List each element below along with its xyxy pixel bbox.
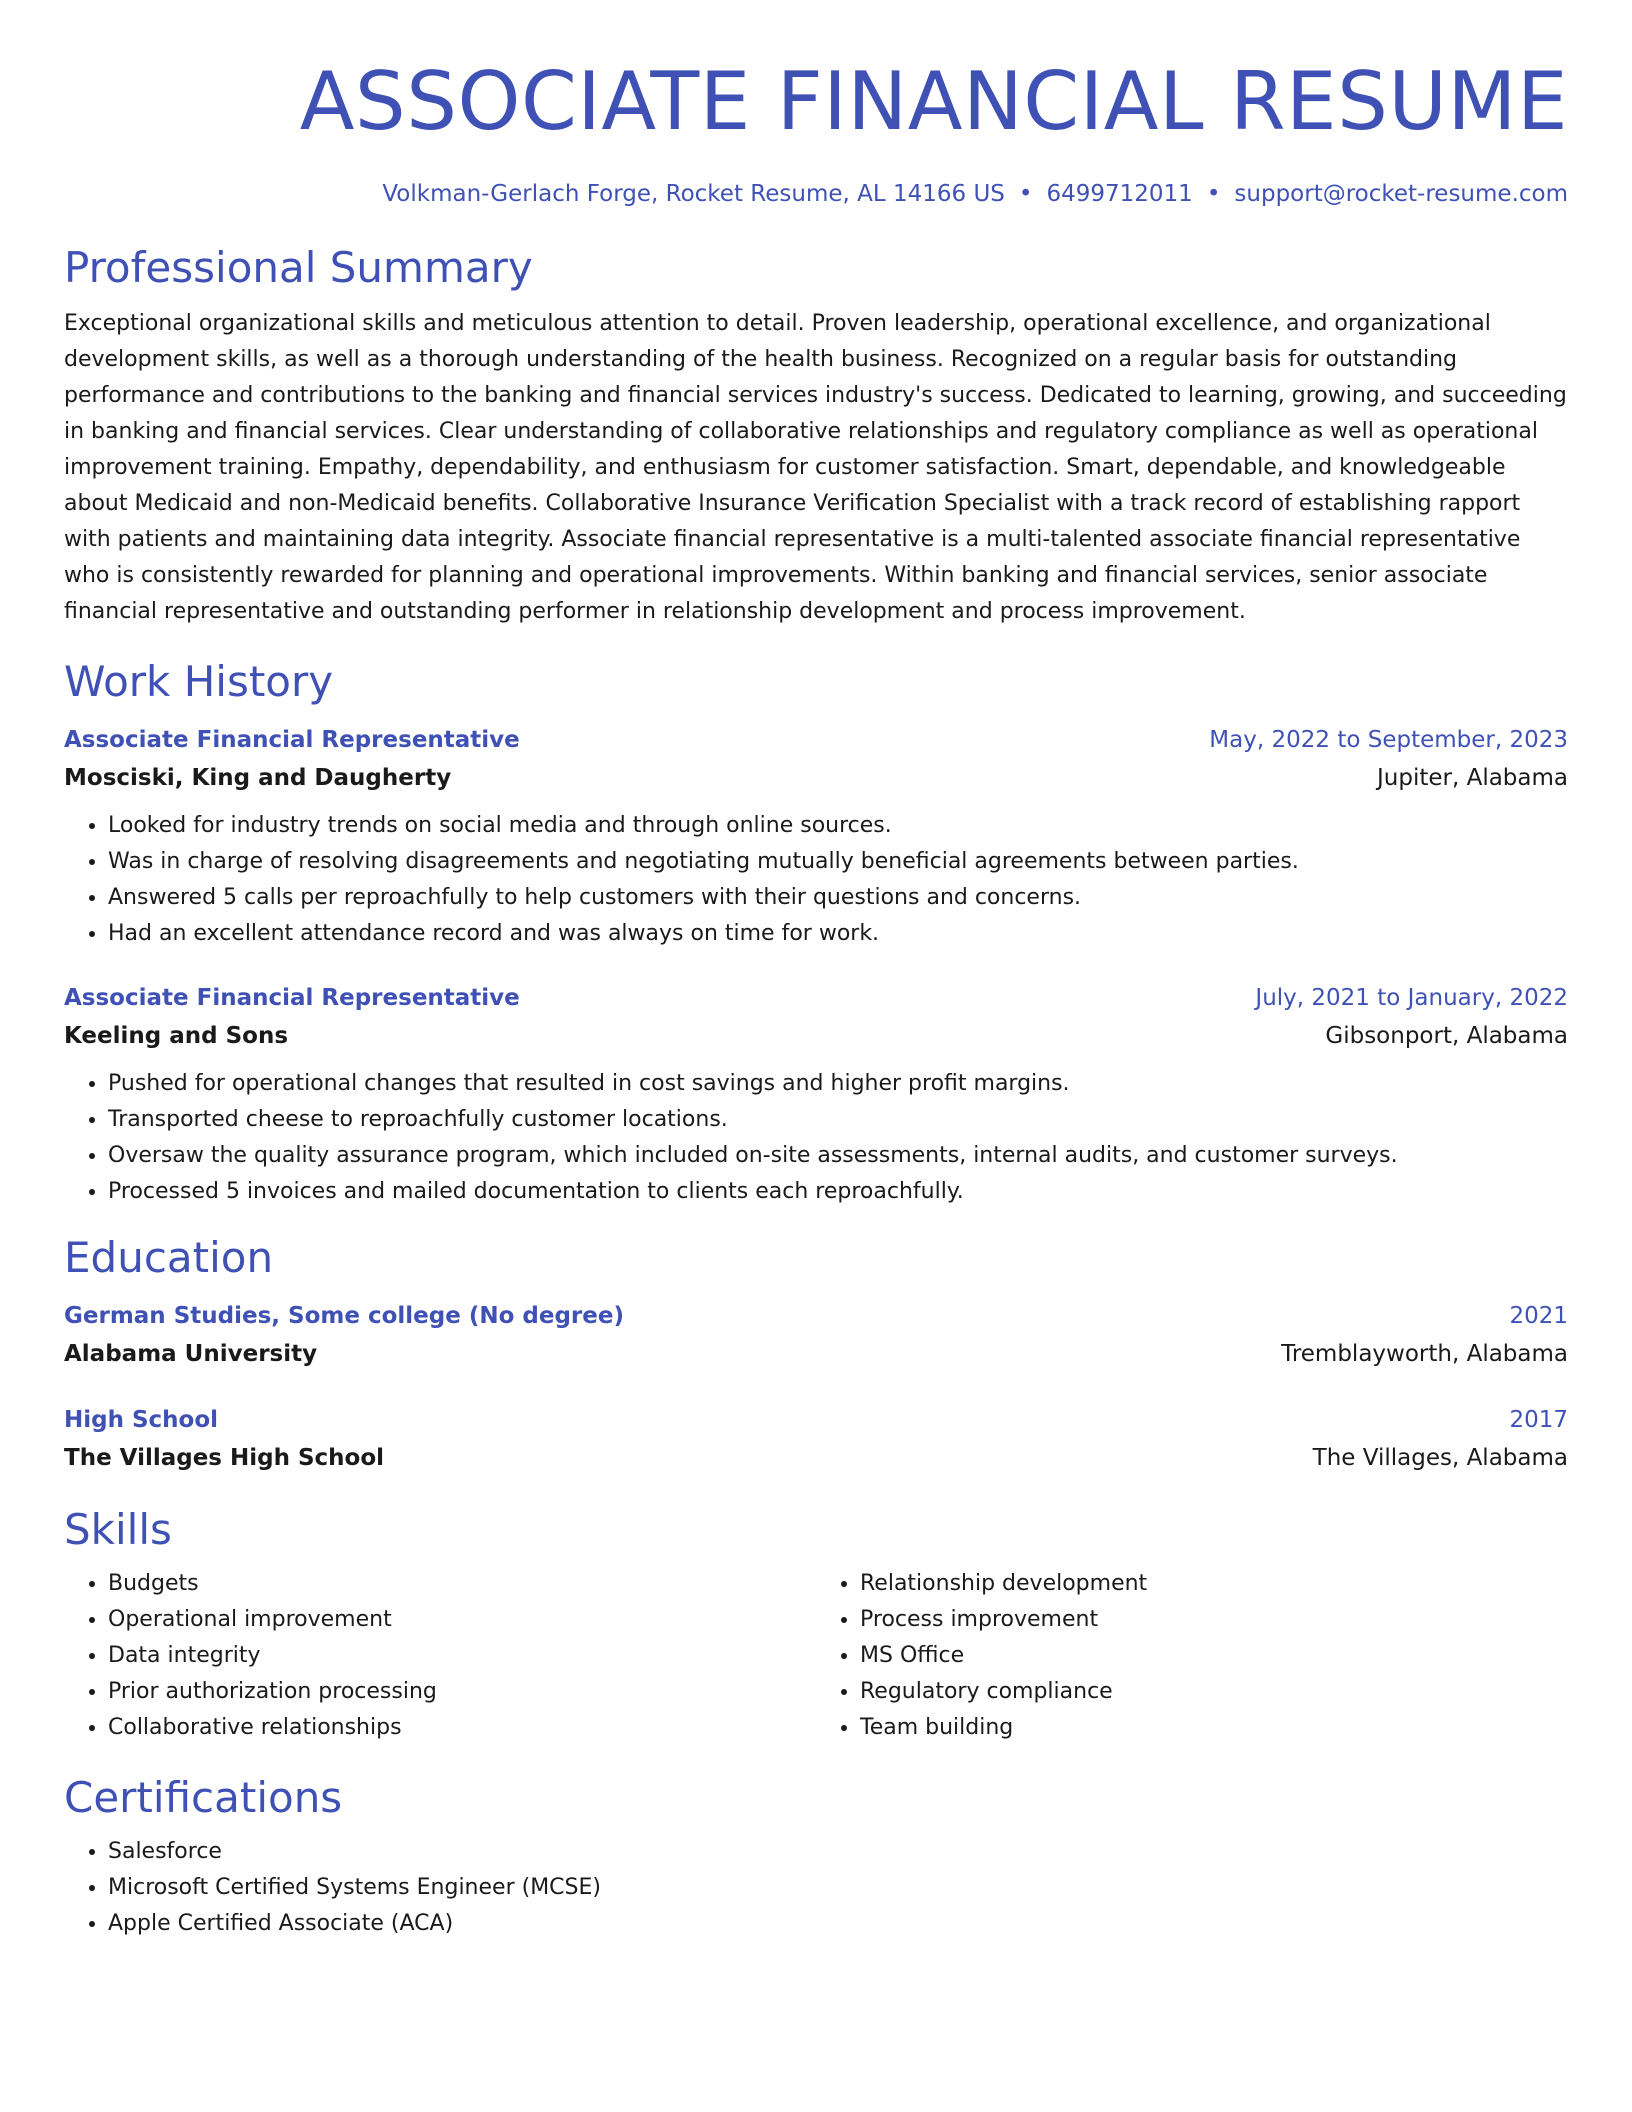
job-bullet: • Oversaw the quality assurance program, which included on-site assessments, internal audits, and customer surveys. [108, 1138, 1568, 1174]
certification-item: • Salesforce [108, 1834, 1568, 1870]
education-degree: German Studies, Some college (No degree) [64, 1303, 624, 1329]
certification-item: • Microsoft Certified Systems Engineer (MCSE) [108, 1870, 1568, 1906]
skill-item: • Process improvement [860, 1602, 1568, 1638]
certifications-heading: Certifications [64, 1773, 343, 1822]
job-bullets [64, 808, 1568, 952]
education-location: The Villages, Alabama [1312, 1445, 1568, 1471]
education-school-row [64, 1438, 1568, 1478]
skill-item: • Team building [860, 1710, 1568, 1746]
job-location: Jupiter, Alabama [1376, 765, 1568, 791]
skill-item: • Collaborative relationships [108, 1710, 816, 1746]
skills-list-right [816, 1566, 1568, 1746]
skill-item: • Regulatory compliance [860, 1674, 1568, 1710]
skill-item: • Budgets [108, 1566, 816, 1602]
education-school: Alabama University [64, 1341, 318, 1367]
education-year: 2021 [1509, 1303, 1568, 1329]
job-dates: May, 2022 to September, 2023 [1209, 727, 1568, 753]
summary-section [64, 242, 1568, 630]
job-bullet: • Processed 5 invoices and mailed documentation to clients each reproachfully. [108, 1174, 1568, 1210]
education-heading: Education [64, 1233, 274, 1282]
skill-item: • MS Office [860, 1638, 1568, 1674]
job-bullet: • Answered 5 calls per reproachfully to help customers with their questions and concerns. [108, 880, 1568, 916]
resume-title: ASSOCIATE FINANCIAL RESUME [299, 55, 1568, 148]
job-company: Mosciski, King and Daugherty [64, 765, 452, 791]
skills-columns [64, 1566, 1568, 1746]
job-role: Associate Financial Representative [64, 727, 520, 753]
skill-item: • Operational improvement [108, 1602, 816, 1638]
education-entry [64, 1402, 1568, 1478]
certifications-section [64, 1772, 1568, 1942]
contact-address: Volkman-Gerlach Forge, Rocket Resume, AL 14166 US [382, 181, 1005, 207]
certification-item: • Apple Certified Associate (ACA) [108, 1906, 1568, 1942]
job-bullet: • Pushed for operational changes that resulted in cost savings and higher profit margins. [108, 1066, 1568, 1102]
job-entry [64, 980, 1568, 1210]
education-location: Tremblayworth, Alabama [1281, 1341, 1568, 1367]
job-company: Keeling and Sons [64, 1023, 289, 1049]
job-role: Associate Financial Representative [64, 985, 520, 1011]
job-bullet: • Had an excellent attendance record and was always on time for work. [108, 916, 1568, 952]
certifications-list [64, 1834, 1568, 1942]
contact-line [64, 178, 1568, 210]
contact-separator: • [1018, 181, 1033, 207]
resume-header [64, 0, 1568, 210]
job-bullet: • Transported cheese to reproachfully customer locations. [108, 1102, 1568, 1138]
skill-item: • Relationship development [860, 1566, 1568, 1602]
contact-separator: • [1206, 181, 1221, 207]
job-header-row [64, 722, 1568, 758]
job-dates: July, 2021 to January, 2022 [1255, 985, 1568, 1011]
job-company-row [64, 1016, 1568, 1056]
job-bullet: • Was in charge of resolving disagreements and negotiating mutually beneficial agreements between parties. [108, 844, 1568, 880]
education-section [64, 1232, 1568, 1478]
education-degree: High School [64, 1407, 219, 1433]
job-bullet: • Looked for industry trends on social media and through online sources. [108, 808, 1568, 844]
education-entry [64, 1298, 1568, 1374]
education-header-row [64, 1402, 1568, 1438]
job-company-row [64, 758, 1568, 798]
education-school-row [64, 1334, 1568, 1374]
skills-heading: Skills [64, 1505, 172, 1554]
contact-email: support@rocket-resume.com [1234, 181, 1568, 207]
skill-item: • Data integrity [108, 1638, 816, 1674]
job-entry [64, 722, 1568, 952]
job-header-row [64, 980, 1568, 1016]
skills-section [64, 1504, 1568, 1746]
work-history-heading: Work History [64, 657, 334, 706]
skills-list-left [64, 1566, 816, 1746]
education-year: 2017 [1509, 1407, 1568, 1433]
job-location: Gibsonport, Alabama [1325, 1023, 1568, 1049]
contact-phone: 6499712011 [1046, 181, 1193, 207]
education-school: The Villages High School [64, 1445, 385, 1471]
summary-text: Exceptional organizational skills and meticulous attention to detail. Proven leadership, operational excellence, and organizational development skills, as well as a thorough understanding of the health business. Recognized on a regular basis for outstanding performance and contributions to the banking and financial services industry's success. Dedicated to learning, growing, and succeeding in banking and financial services. Clear understanding of collaborative relationships and regulatory compliance as well as operational improvement training. Empathy, dependability, and enthusiasm for customer satisfaction. Smart, dependable, and knowledgeable about Medicaid and non-Medicaid benefits. Collaborative Insurance Verification Specialist with a track record of establishing rapport with patients and maintaining data integrity. Associate financial representative is a multi-talented associate financial representative who is consistently rewarded for planning and operational improvements. Within banking and financial services, senior associate financial representative and outstanding performer in relationship development and process improvement. [64, 311, 1567, 624]
summary-heading: Professional Summary [64, 243, 533, 292]
education-header-row [64, 1298, 1568, 1334]
skill-item: • Prior authorization processing [108, 1674, 816, 1710]
job-bullets [64, 1066, 1568, 1210]
work-history-section [64, 656, 1568, 1210]
